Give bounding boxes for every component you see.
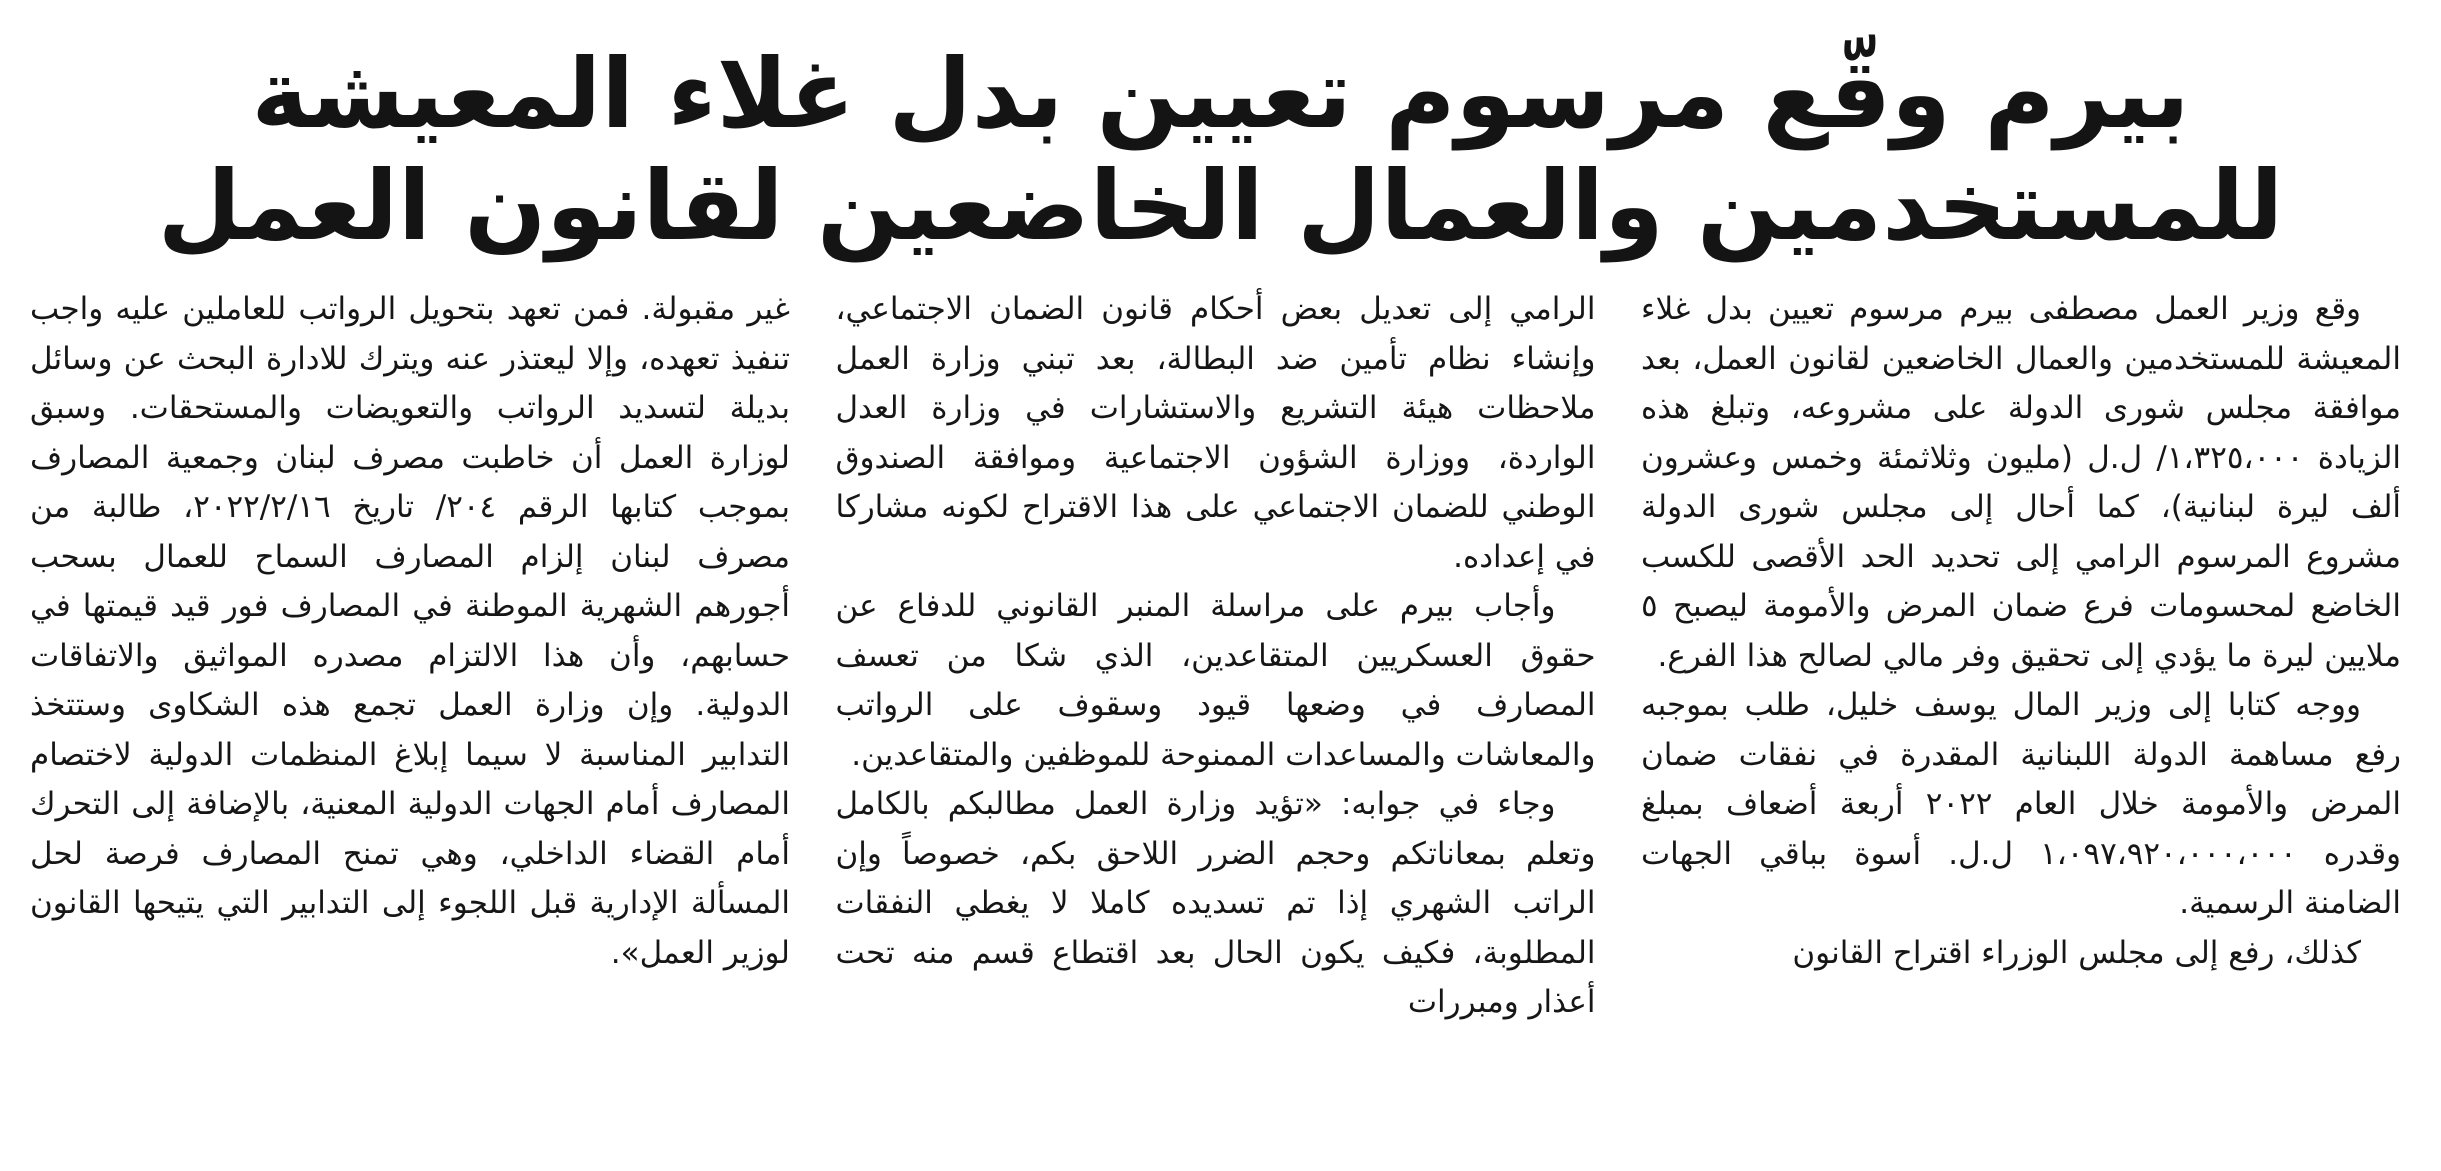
article-paragraph: وجاء في جوابه: «تؤيد وزارة العمل مطالبكم بالكامل وتعلم بمعاناتكم وحجم الضرر اللاحق بكم، خصوصاً وإن الراتب الشهري إذا تم تسديده كاملا لا يغطي النفقات المطلوبة، فكيف يكون الحال بعد اقتطاع قسم منه تحت أعذار ومبررات	[835, 786, 1596, 1020]
article-paragraph: ووجه كتابا إلى وزير المال يوسف خليل، طلب بموجبه رفع مساهمة الدولة اللبنانية المقدرة في نفقات ضمان المرض والأمومة خلال العام ٢٠٢٢ أربعة أضعاف بمبلغ وقدره ١،٠٩٧،٩٢٠،٠٠٠،٠٠٠ ل.ل. أسوة بباقي الجهات الضامنة الرسمية.	[1641, 687, 2401, 921]
headline-line-2: للمستخدمين والعمال الخاضعين لقانون العمل	[157, 150, 2284, 262]
article-column-2	[836, 285, 1596, 1165]
headline	[40, 38, 2401, 268]
article-paragraph: غير مقبولة. فمن تعهد بتحويل الرواتب للعاملين عليه واجب تنفيذ تعهده، وإلا ليعتذر عنه ويترك للادارة البحث عن وسائل بديلة لتسديد الرواتب والتعويضات والمستحقات. وسبق لوزارة العمل أن خاطبت مصرف لبنان وجمعية المصارف بموجب كتابها الرقم ٢٠٤/ تاريخ ٢٠٢٢/٢/١٦، طالبة من مصرف لبنان إلزام المصارف السماح للعمال بسحب أجورهم الشهرية الموطنة في المصارف فور قيد قيمتها في حسابهم، وأن هذا الالتزام مصدره المواثيق والاتفاقات الدولية. وإن وزارة العمل تجمع هذه الشكاوى وستتخذ التدابير المناسبة لا سيما إبلاغ المنظمات الدولية لاختصام المصارف أمام الجهات الدولية المعنية، بالإضافة إلى التحرك أمام القضاء الداخلي، وهي تمنح المصارف فرصة لحل المسألة الإدارية قبل اللجوء إلى التدابير التي يتيحها القانون لوزير العمل».	[30, 291, 790, 971]
article-paragraph: الرامي إلى تعديل بعض أحكام قانون الضمان الاجتماعي، وإنشاء نظام تأمين ضد البطالة، بعد تبني وزارة العمل ملاحظات هيئة التشريع والاستشارات في وزارة العدل الواردة، ووزارة الشؤون الاجتماعية وموافقة الصندوق الوطني للضمان الاجتماعي على هذا الاقتراح لكونه مشاركا في إعداده.	[835, 291, 1596, 575]
article-paragraph: وقع وزير العمل مصطفى بيرم مرسوم تعيين بدل غلاء المعيشة للمستخدمين والعمال الخاضعين لقانون العمل، بعد موافقة مجلس شورى الدولة على مشروعه، وتبلغ هذه الزيادة ١،٣٢٥،٠٠٠/ ل.ل (مليون وثلاثمئة وخمس وعشرون ألف ليرة لبنانية)، كما أحال إلى مجلس شورى الدولة مشروع المرسوم الرامي إلى تحديد الحد الأقصى للكسب الخاضع لمحسومات فرع ضمان المرض والأمومة ليصبح ٥ ملايين ليرة ما يؤدي إلى تحقيق وفر مالي لصالح هذا الفرع.	[1641, 291, 2401, 674]
article-column-3	[30, 285, 790, 1165]
article-column-1	[1641, 285, 2401, 1165]
headline-line-1: بيرم وقّع مرسوم تعيين بدل غلاء المعيشة	[251, 38, 2190, 150]
article-columns	[30, 285, 2401, 1165]
article-paragraph: كذلك، رفع إلى مجلس الوزراء اقتراح القانون	[1792, 934, 2361, 971]
article-paragraph: وأجاب بيرم على مراسلة المنبر القانوني للدفاع عن حقوق العسكريين المتقاعدين، الذي شكا من تعسف المصارف في وضعها قيود وسقوف على الرواتب والمعاشات والمساعدات الممنوحة للموظفين والمتقاعدين.	[835, 588, 1596, 773]
